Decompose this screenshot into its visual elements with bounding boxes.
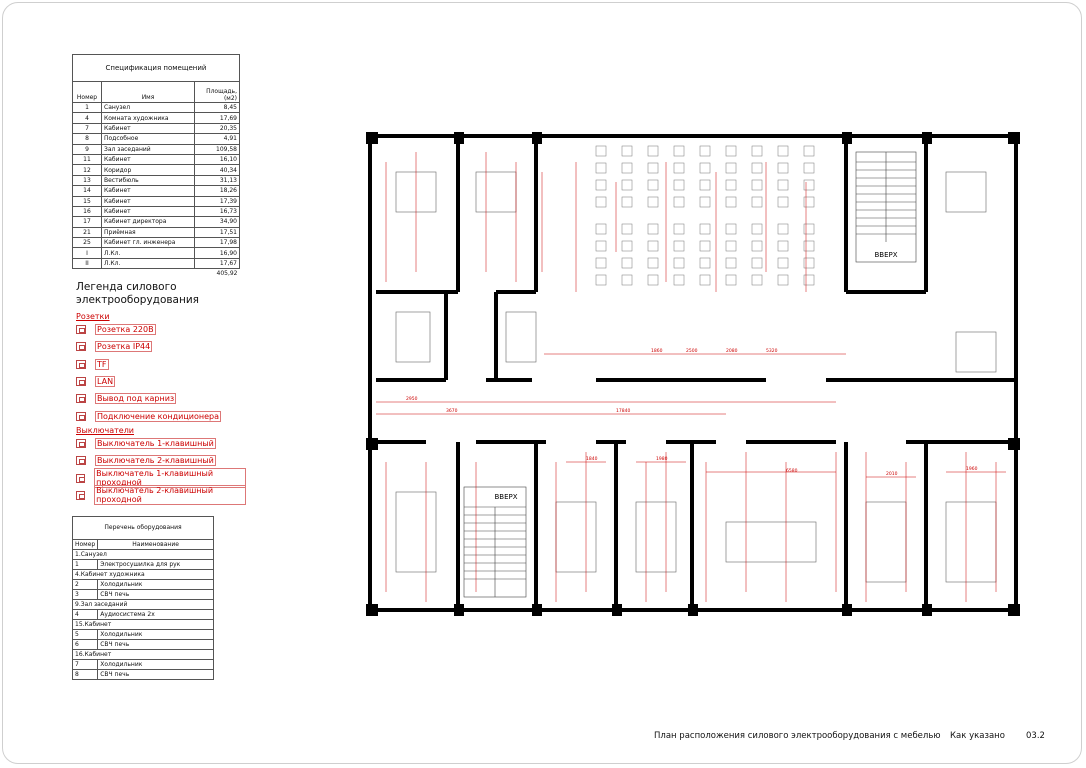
spec-cell-area: 17,39 — [195, 196, 240, 206]
equip-cell-number: 3 — [73, 590, 98, 600]
dimension-label: 1960 — [966, 467, 978, 472]
equip-group-row — [73, 620, 214, 630]
spec-total: 405,92 — [216, 270, 238, 278]
spec-cell-area: 16,73 — [195, 206, 240, 216]
equip-row — [73, 560, 214, 570]
equip-row — [73, 580, 214, 590]
chair — [778, 224, 788, 234]
spec-cell-number: II — [73, 258, 102, 268]
spec-row — [73, 217, 240, 227]
legend-symbol-icon — [76, 360, 86, 369]
spec-row — [73, 248, 240, 258]
legend-item — [76, 321, 246, 338]
spec-row — [73, 186, 240, 196]
chair — [674, 180, 684, 190]
spec-cell-number: 13 — [73, 175, 102, 185]
equip-cell-name: СВЧ печь — [98, 670, 214, 680]
drawing-title: План расположения силового электрооборудования с мебелью — [654, 731, 941, 741]
chair — [674, 275, 684, 285]
legend-symbol-icon — [76, 325, 86, 334]
spec-cell-number: 25 — [73, 238, 102, 248]
equip-group-row — [73, 600, 214, 610]
spec-cell-number: 8 — [73, 134, 102, 144]
spec-row — [73, 175, 240, 185]
spec-cell-name: Кабинет — [102, 196, 195, 206]
spec-cell-name: Зал заседаний — [102, 144, 195, 154]
equip-row — [73, 610, 214, 620]
chair — [700, 146, 710, 156]
chair — [726, 197, 736, 207]
chair — [726, 275, 736, 285]
equip-cell-number: 6 — [73, 640, 98, 650]
chair — [648, 146, 658, 156]
chair — [804, 146, 814, 156]
chair — [804, 258, 814, 268]
conference-seating — [596, 146, 814, 285]
spec-row — [73, 165, 240, 175]
spec-cell-number: 12 — [73, 165, 102, 175]
equip-cell-name: СВЧ печь — [98, 640, 214, 650]
legend-label: Подключение кондиционера — [97, 411, 220, 421]
equip-group-name: 1.Санузел — [73, 550, 214, 560]
chair — [778, 146, 788, 156]
spec-row — [73, 103, 240, 113]
legend-item — [76, 487, 246, 504]
equip-group-name: 9.Зал заседаний — [73, 600, 214, 610]
chair — [674, 163, 684, 173]
dimension-label: 6580 — [786, 469, 798, 474]
spec-cell-name: Кабинет — [102, 123, 195, 133]
equip-group-name: 4.Кабинет художника — [73, 570, 214, 580]
spec-row — [73, 227, 240, 237]
stair-label-south: ВВЕРХ — [494, 493, 518, 501]
dimension-label: 1980 — [656, 457, 668, 462]
chair — [726, 224, 736, 234]
equip-cell-name: СВЧ печь — [98, 590, 214, 600]
spec-cell-number: 7 — [73, 123, 102, 133]
chair — [622, 163, 632, 173]
chair — [648, 241, 658, 251]
spec-cell-area: 17,51 — [195, 227, 240, 237]
chair — [596, 258, 606, 268]
equip-cell-number: 2 — [73, 580, 98, 590]
legend-label: Вывод под карниз — [97, 394, 175, 404]
chair — [674, 241, 684, 251]
dimension-label: 17840 — [616, 409, 631, 414]
chair — [700, 275, 710, 285]
chair — [726, 163, 736, 173]
chair — [700, 163, 710, 173]
spec-cell-number: 15 — [73, 196, 102, 206]
equip-row — [73, 670, 214, 680]
chair — [752, 180, 762, 190]
chair — [622, 224, 632, 234]
room-spec-table — [72, 54, 240, 279]
legend-label: Розетка IP44 — [97, 342, 151, 352]
spec-cell-number: 17 — [73, 217, 102, 227]
spec-cell-area: 18,26 — [195, 186, 240, 196]
legend-symbol-icon — [76, 342, 86, 351]
dimension-label: 5320 — [766, 349, 778, 354]
legend-symbol-icon — [76, 456, 86, 465]
spec-cell-number: 4 — [73, 113, 102, 123]
dimension-label: 2080 — [726, 349, 738, 354]
chair — [674, 258, 684, 268]
chair — [700, 224, 710, 234]
dimension-label: 2500 — [686, 349, 698, 354]
equip-cell-number: 8 — [73, 670, 98, 680]
legend-symbol-icon — [76, 412, 86, 421]
spec-row — [73, 258, 240, 268]
chair — [596, 241, 606, 251]
equip-header-name: Наименование — [98, 540, 214, 550]
spec-cell-number: 21 — [73, 227, 102, 237]
legend-item — [76, 452, 246, 469]
chair — [804, 241, 814, 251]
legend-item — [76, 407, 246, 424]
spec-row — [73, 144, 240, 154]
chair — [726, 241, 736, 251]
chair — [752, 197, 762, 207]
spec-cell-area: 20,35 — [195, 123, 240, 133]
spec-header-area: Площадь, (м2) — [195, 82, 240, 103]
spec-cell-area: 34,90 — [195, 217, 240, 227]
equip-group-name: 16.Кабинет — [73, 650, 214, 660]
chair — [674, 224, 684, 234]
chair — [648, 258, 658, 268]
equip-cell-number: 7 — [73, 660, 98, 670]
spec-cell-number: 1 — [73, 103, 102, 113]
equip-title: Перечень оборудования — [73, 517, 214, 540]
stair-label-north: ВВЕРХ — [874, 251, 898, 259]
spec-cell-name: Кабинет гл. инженера — [102, 238, 195, 248]
spec-cell-name: Л.Кл. — [102, 248, 195, 258]
spec-cell-area: 17,67 — [195, 258, 240, 268]
spec-cell-name: Л.Кл. — [102, 258, 195, 268]
chair — [674, 197, 684, 207]
chair — [596, 224, 606, 234]
spec-cell-area: 109,58 — [195, 144, 240, 154]
chair — [752, 241, 762, 251]
chair — [778, 275, 788, 285]
spec-row — [73, 196, 240, 206]
chair — [778, 241, 788, 251]
chair — [726, 146, 736, 156]
chair — [752, 258, 762, 268]
equip-header-number: Номер — [73, 540, 98, 550]
chair — [622, 180, 632, 190]
equip-cell-number: 1 — [73, 560, 98, 570]
legend-item — [76, 435, 246, 452]
equip-cell-name: Электросушилка для рук — [98, 560, 214, 570]
chair — [752, 163, 762, 173]
equip-row — [73, 590, 214, 600]
spec-title: Спецификация помещений — [73, 55, 240, 82]
legend-item — [76, 469, 246, 486]
spec-cell-area: 40,34 — [195, 165, 240, 175]
spec-cell-area: 31,13 — [195, 175, 240, 185]
chair — [804, 180, 814, 190]
spec-header-number: Номер — [73, 82, 102, 103]
legend-symbol-icon — [76, 377, 86, 386]
equip-row — [73, 630, 214, 640]
spec-header-name: Имя — [102, 82, 195, 103]
spec-cell-number: 11 — [73, 154, 102, 164]
chair — [726, 180, 736, 190]
legend-sockets-header: Розетки — [76, 312, 110, 321]
spec-cell-area: 17,98 — [195, 238, 240, 248]
chair — [700, 197, 710, 207]
legend-label: Выключатель 1-клавишный проходной — [94, 468, 246, 488]
spec-row — [73, 134, 240, 144]
spec-cell-number: 16 — [73, 206, 102, 216]
chair — [778, 197, 788, 207]
chair — [648, 224, 658, 234]
spec-cell-name: Подсобное — [102, 134, 195, 144]
chair — [622, 241, 632, 251]
legend-label: Выключатель 2-клавишный — [97, 456, 214, 466]
legend-symbol-icon — [76, 474, 85, 483]
stair-south — [464, 487, 526, 597]
legend-item — [76, 390, 246, 407]
legend-switches-header: Выключатели — [76, 425, 135, 435]
dimension-label: 2010 — [886, 472, 898, 477]
chair — [648, 197, 658, 207]
chair — [700, 258, 710, 268]
legend-label: LAN — [97, 377, 114, 387]
legend-symbol-icon — [76, 394, 86, 403]
drawing-scale: Как указано — [950, 731, 1005, 741]
dimension-label: 1840 — [586, 457, 598, 462]
spec-cell-name: Кабинет — [102, 154, 195, 164]
spec-row — [73, 154, 240, 164]
spec-cell-number: 9 — [73, 144, 102, 154]
legend-item — [76, 373, 246, 390]
legend-item — [76, 356, 246, 373]
equip-group-row — [73, 650, 214, 660]
chair — [778, 258, 788, 268]
dimension-label: 1860 — [651, 349, 663, 354]
spec-cell-name: Коридор — [102, 165, 195, 175]
equip-cell-name: Холодильник — [98, 630, 214, 640]
spec-cell-name: Кабинет — [102, 206, 195, 216]
spec-cell-name: Санузел — [102, 103, 195, 113]
chair — [596, 197, 606, 207]
chair — [752, 275, 762, 285]
spec-row — [73, 206, 240, 216]
legend-symbol-icon — [76, 439, 86, 448]
equip-group-name: 15.Кабинет — [73, 620, 214, 630]
dimension-label: 2950 — [406, 397, 418, 402]
spec-row — [73, 123, 240, 133]
spec-cell-name: Кабинет директора — [102, 217, 195, 227]
equip-cell-number: 4 — [73, 610, 98, 620]
equip-group-row — [73, 570, 214, 580]
chair — [648, 275, 658, 285]
spec-row — [73, 238, 240, 248]
chair — [674, 146, 684, 156]
spec-row — [73, 113, 240, 123]
chair — [596, 275, 606, 285]
sheet-number: 03.2 — [1026, 731, 1045, 741]
chair — [804, 224, 814, 234]
chair — [778, 163, 788, 173]
spec-cell-name: Комната художника — [102, 113, 195, 123]
spec-cell-area: 4,91 — [195, 134, 240, 144]
legend-item — [76, 338, 246, 355]
chair — [596, 180, 606, 190]
equip-row — [73, 660, 214, 670]
equip-cell-name: Холодильник — [98, 580, 214, 590]
chair — [804, 163, 814, 173]
chair — [622, 146, 632, 156]
spec-cell-name: Приёмная — [102, 227, 195, 237]
legend-symbol-icon — [76, 491, 85, 500]
equip-cell-number: 5 — [73, 630, 98, 640]
spec-cell-name: Кабинет — [102, 186, 195, 196]
equip-cell-name: Холодильник — [98, 660, 214, 670]
chair — [648, 180, 658, 190]
chair — [726, 258, 736, 268]
chair — [752, 146, 762, 156]
chair — [622, 197, 632, 207]
chair — [622, 258, 632, 268]
chair — [752, 224, 762, 234]
legend-label: Выключатель 1-клавишный — [97, 438, 214, 448]
chair — [778, 180, 788, 190]
legend-label: Выключатель 2-клавишный проходной — [94, 485, 246, 505]
equipment-table — [72, 516, 214, 680]
chair — [700, 241, 710, 251]
equip-row — [73, 640, 214, 650]
legend-label: Розетка 220В — [97, 325, 154, 335]
dimension-label: 3670 — [446, 409, 458, 414]
chair — [596, 146, 606, 156]
chair — [804, 197, 814, 207]
spec-cell-area: 8,45 — [195, 103, 240, 113]
chair — [700, 180, 710, 190]
spec-cell-number: 14 — [73, 186, 102, 196]
spec-cell-area: 16,10 — [195, 154, 240, 164]
legend-label: TF — [97, 359, 107, 369]
floor-plan — [366, 132, 1020, 616]
spec-cell-area: 16,90 — [195, 248, 240, 258]
chair — [804, 275, 814, 285]
stair-north — [856, 152, 916, 262]
chair — [648, 163, 658, 173]
electrical-legend — [76, 281, 246, 504]
chair — [622, 275, 632, 285]
spec-cell-name: Вестибюль — [102, 175, 195, 185]
chair — [596, 163, 606, 173]
equip-cell-name: Аудиосистема 2х — [98, 610, 214, 620]
spec-cell-area: 17,69 — [195, 113, 240, 123]
legend-title-1: Легенда силового — [76, 281, 177, 293]
legend-title-2: электрооборудования — [76, 294, 199, 306]
equip-group-row — [73, 550, 214, 560]
spec-cell-number: I — [73, 248, 102, 258]
